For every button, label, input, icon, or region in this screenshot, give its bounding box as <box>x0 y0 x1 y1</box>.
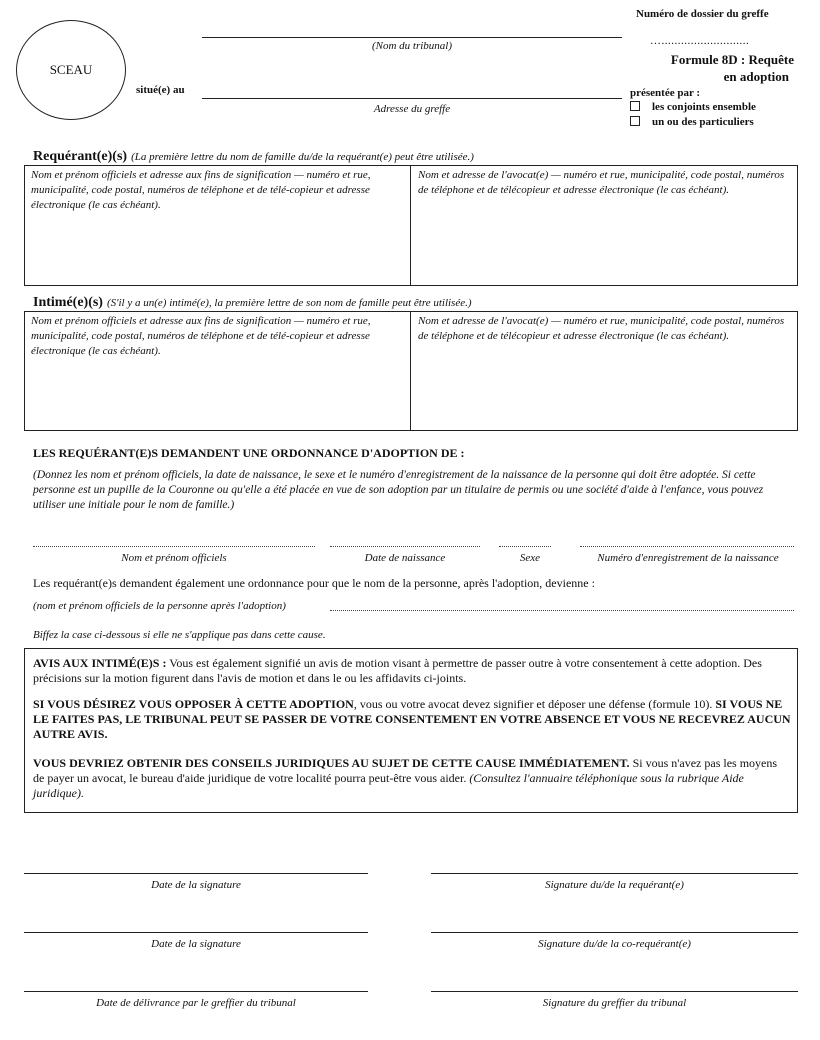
form-title-line-1: Formule 8D : Requête <box>670 52 794 67</box>
issue-date-caption: Date de délivrance par le greffier du tribunal <box>96 997 296 1009</box>
legal-advice-text: Si vous n'avez pas les moyens de payer un avocat, le bureau d'aide juridique de votre localité pourra peut-être vous aider. <box>33 756 778 785</box>
child-name-field[interactable] <box>33 546 315 547</box>
respondents-heading <box>33 293 472 311</box>
notice-paragraph-2 <box>33 697 791 742</box>
respondents-divider <box>410 311 411 431</box>
notice-paragraph-3 <box>33 756 791 801</box>
applicants-right-cell[interactable]: Nom et adresse de l'avocat(e) — numéro et rue, municipalité, code postal, numéros de téléphone et de télécopieur et adresse électronique (le cas échéant). <box>418 169 785 196</box>
situated-label: situé(e) au <box>136 84 185 96</box>
issue-date-line[interactable] <box>24 991 368 992</box>
coapplicant-signature-caption: Signature du/de la co-requérant(e) <box>538 938 691 950</box>
legal-advice-note: (Consultez l'annuaire téléphonique sous la rubrique Aide juridique). <box>33 771 744 800</box>
applicants-left-cell[interactable]: Nom et prénom officiels et adresse aux fins de signification — numéro et rue, municipalité, code postal, numéros de téléphone et de télé-copieur et adresse électronique (le cas échéant). <box>31 169 371 211</box>
signature-date-caption-1: Date de la signature <box>151 879 241 891</box>
option-spouses-label: les conjoints ensemble <box>652 101 756 113</box>
form-title-line-2: en adoption <box>723 69 789 84</box>
signature-date-line-2[interactable] <box>24 932 368 933</box>
sex-field[interactable] <box>499 546 551 547</box>
court-name-line[interactable] <box>202 37 622 38</box>
applicant-signature-caption: Signature du/de la requérant(e) <box>545 879 684 891</box>
order-instructions: (Donnez les nom et prénom officiels, la date de naissance, le sexe et le numéro d'enregistrement de la naissance de la personne qui doit être adoptée. Si cette personne est un pupille de la Couronne ou qu'elle a été placée en vue de son adoption par un titulaire de permis ou une société d'aide à l'enfance, vous pouvez utiliser une initiale pour le nom de famille.) <box>33 469 764 511</box>
registration-caption: Numéro d'enregistrement de la naissance <box>597 552 779 564</box>
file-number-field[interactable]: …........................... <box>650 35 750 47</box>
applicants-note: (La première lettre du nom de famille du/de la requérant(e) peut être utilisée.) <box>131 151 474 163</box>
court-name-caption: (Nom du tribunal) <box>371 40 453 52</box>
signature-date-caption-2: Date de la signature <box>151 938 241 950</box>
respondents-left-cell[interactable]: Nom et prénom officiels et adresse aux fins de signification — numéro et rue, municipalité, code postal, numéros de téléphone et de télé-copieur et adresse électronique (le cas échéant). <box>31 315 371 357</box>
new-name-field[interactable] <box>330 610 794 611</box>
spouses-checkbox[interactable] <box>630 101 640 111</box>
seal-area <box>16 20 126 120</box>
birthdate-caption: Date de naissance <box>364 552 446 564</box>
presented-by-label: présentée par : <box>630 87 701 99</box>
oppose-heading: SI VOUS DÉSIREZ VOUS OPPOSER À CETTE ADOPTION <box>33 697 354 711</box>
seal-label: SCEAU <box>49 62 93 77</box>
applicant-signature-line[interactable] <box>431 873 798 874</box>
signature-date-line-1[interactable] <box>24 873 368 874</box>
option-individuals[interactable] <box>630 116 754 128</box>
sex-caption: Sexe <box>519 552 541 564</box>
coapplicant-signature-line[interactable] <box>431 932 798 933</box>
court-address-line[interactable] <box>202 98 622 99</box>
applicants-divider <box>410 165 411 286</box>
clerk-signature-caption: Signature du greffier du tribunal <box>542 997 687 1009</box>
notice-p1-text: Vous est également signifié un avis de motion visant à permettre de passer outre à votre consentement à cette adoption. Des précisions sur la motion figurent dans l'avis de motion et dans le ou les affidavits ci-joints. <box>33 656 762 685</box>
applicants-heading <box>33 147 474 165</box>
option-individuals-label: un ou des particuliers <box>652 116 754 128</box>
registration-field[interactable] <box>580 546 794 547</box>
new-name-label: (nom et prénom officiels de la personne après l'adoption) <box>33 600 286 612</box>
legal-advice-heading: VOUS DEVRIEZ OBTENIR DES CONSEILS JURIDIQUES AU SUJET DE CETTE CAUSE IMMÉDIATEMENT. <box>33 756 630 770</box>
individuals-checkbox[interactable] <box>630 116 640 126</box>
respondents-title: Intimé(e)(s) <box>33 295 103 310</box>
court-address-caption: Adresse du greffe <box>373 103 451 115</box>
notice-paragraph-1 <box>33 656 791 686</box>
strike-note: Biffez la case ci-dessous si elle ne s'applique pas dans cette cause. <box>33 629 326 641</box>
notice-heading: AVIS AUX INTIMÉ(E)S : <box>33 656 167 670</box>
respondents-note: (S'il y a un(e) intimé(e), la première lettre de son nom de famille peut être utilisée.) <box>106 297 472 309</box>
oppose-warning: SI VOUS NE LE FAITES PAS, LE TRIBUNAL PEUT SE PASSER DE VOTRE CONSENTEMENT EN VOTRE ABSENCE ET VOUS NE RECEVREZ AUCUN AUTRE AVIS. <box>33 697 791 741</box>
clerk-signature-line[interactable] <box>431 991 798 992</box>
child-name-caption: Nom et prénom officiels <box>121 552 227 564</box>
option-spouses[interactable] <box>630 101 756 113</box>
also-request-text: Les requérant(e)s demandent également une ordonnance pour que le nom de la personne, après l'adoption, devienne : <box>33 576 595 590</box>
birthdate-field[interactable] <box>330 546 480 547</box>
respondents-right-cell[interactable]: Nom et adresse de l'avocat(e) — numéro et rue, municipalité, code postal, numéros de téléphone et de télécopieur et adresse électronique (le cas échéant). <box>418 315 785 342</box>
applicants-title: Requérant(e)(s) <box>33 149 128 164</box>
file-number-label: Numéro de dossier du greffe <box>636 8 769 20</box>
oppose-text: , vous ou votre avocat devez signifier et déposer une défense (formule 10). <box>353 697 716 711</box>
order-heading: LES REQUÉRANT(E)S DEMANDENT UNE ORDONNANCE D'ADOPTION DE : <box>33 446 465 460</box>
